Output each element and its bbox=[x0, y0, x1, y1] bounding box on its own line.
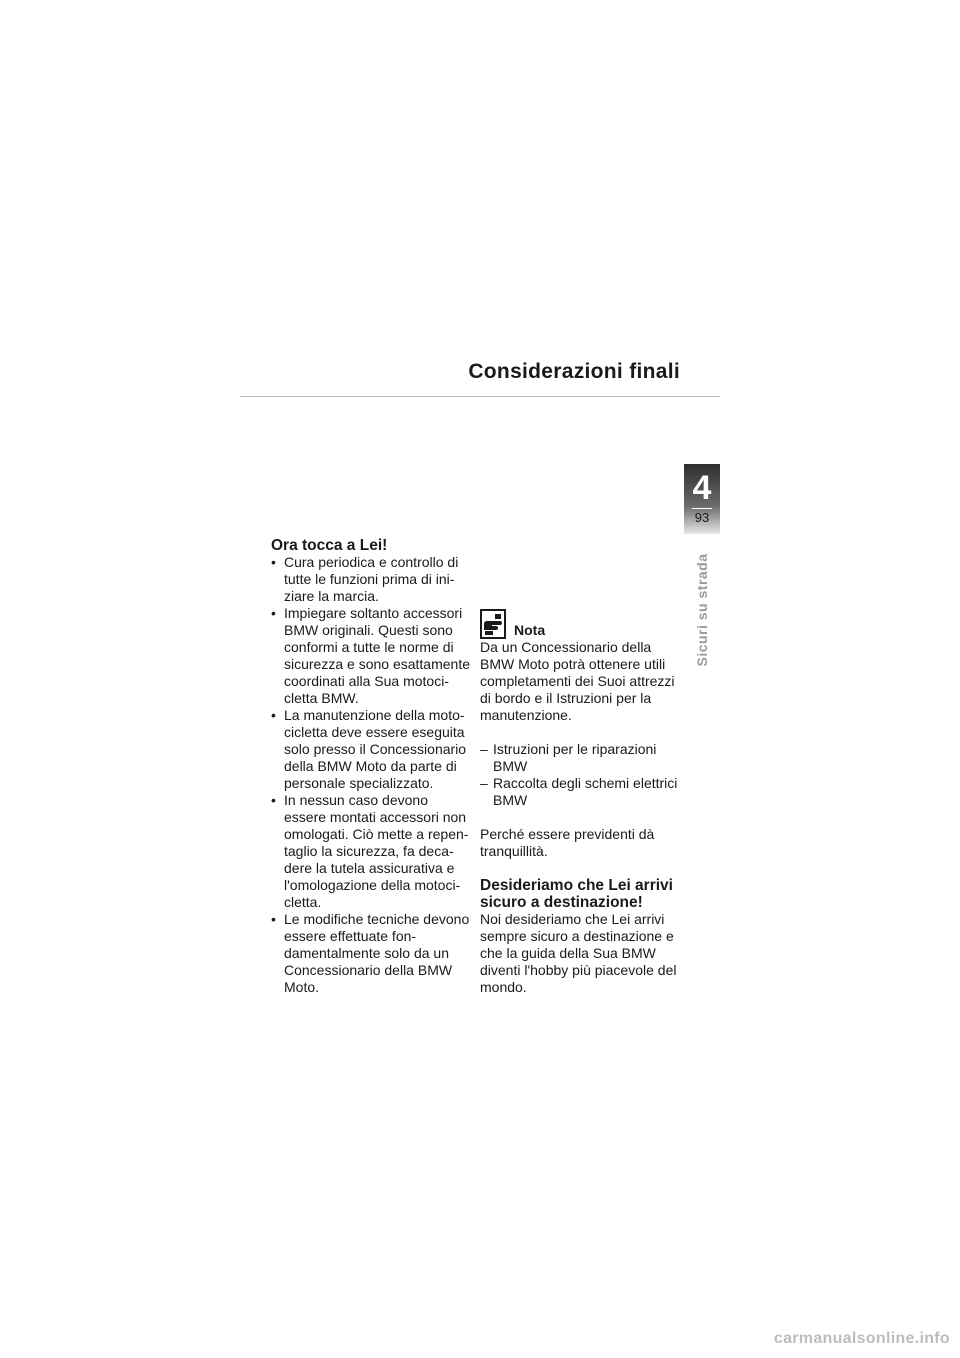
list-item bbox=[271, 792, 471, 911]
bullet-icon: • bbox=[271, 911, 276, 927]
dash-icon: – bbox=[480, 741, 488, 757]
section-heading: Ora tocca a Lei! bbox=[271, 537, 388, 554]
bullet-icon: • bbox=[271, 554, 276, 570]
section-heading: Desideriamo che Lei arrivi sicuro a destinazione! bbox=[480, 877, 673, 911]
note-label: Nota bbox=[514, 622, 546, 638]
chapter-tab bbox=[684, 464, 720, 534]
list-item-text: Raccolta degli schemi elettrici BMW bbox=[493, 775, 678, 808]
list-item bbox=[480, 775, 680, 809]
list-item-text: Cura periodica e controllo di tutte le funzioni prima di ini-ziare la marcia. bbox=[284, 554, 459, 604]
list-item bbox=[271, 911, 471, 996]
destination-section bbox=[480, 877, 680, 996]
bullet-icon: • bbox=[271, 792, 276, 808]
list-item-text: Le modifiche tecniche devono essere effettuate fon-damentalmente solo da un Concessionario della BMW Moto. bbox=[284, 911, 470, 995]
closing-text: Perché essere previdenti dà tranquillità. bbox=[480, 826, 655, 859]
chapter-number: 4 bbox=[692, 469, 712, 507]
list-item bbox=[271, 554, 471, 605]
note-text: Da un Concessionario della BMW Moto potrà ottenere utili completamenti dei Suoi attrezzi di bordo e il Istruzioni per la manutenzione. bbox=[480, 639, 675, 723]
list-item-text: La manutenzione della moto-cicletta deve essere eseguita solo presso il Concessionario della BMW Moto da parte di personale specializzato. bbox=[284, 707, 467, 791]
bullet-list bbox=[271, 554, 471, 996]
list-item-text: Istruzioni per le riparazioni BMW bbox=[493, 741, 657, 774]
chapter-divider bbox=[692, 508, 712, 509]
dash-icon: – bbox=[480, 775, 488, 791]
note-header bbox=[480, 607, 680, 639]
list-item bbox=[480, 741, 680, 775]
bullet-icon: • bbox=[271, 605, 276, 621]
list-item-text: Impiegare soltanto accessori BMW originali. Questi sono conformi a tutte le norme di sicurezza e sono esattamente coordinati alla Sua motoci-cletta BMW. bbox=[284, 605, 470, 706]
site-watermark: carmanualsonline.info bbox=[773, 1330, 950, 1347]
dash-list bbox=[480, 741, 680, 809]
spacer bbox=[480, 809, 680, 826]
list-item-text: In nessun caso devono essere montati accessori non omologati. Ciò mette a repen-taglio la sicurezza, fa deca-dere la tutela assicurativa e l'omologazione della motoci-cletta. bbox=[284, 792, 469, 910]
section-paragraph: Noi desideriamo che Lei arrivi sempre sicuro a destinazione e che la guida della Sua BMW diventi l'hobby più piacevole del mondo. bbox=[480, 911, 677, 995]
right-column bbox=[480, 607, 680, 996]
section-side-label: Sicuri su strada bbox=[694, 553, 710, 667]
left-column bbox=[271, 537, 471, 996]
bullet-icon: • bbox=[271, 707, 276, 723]
page-number: 93 bbox=[694, 510, 710, 525]
note-pointing-hand-icon bbox=[480, 609, 506, 639]
list-item bbox=[271, 605, 471, 707]
header-divider bbox=[240, 396, 720, 397]
page-title: Considerazioni finali bbox=[468, 360, 680, 383]
list-item bbox=[271, 707, 471, 792]
